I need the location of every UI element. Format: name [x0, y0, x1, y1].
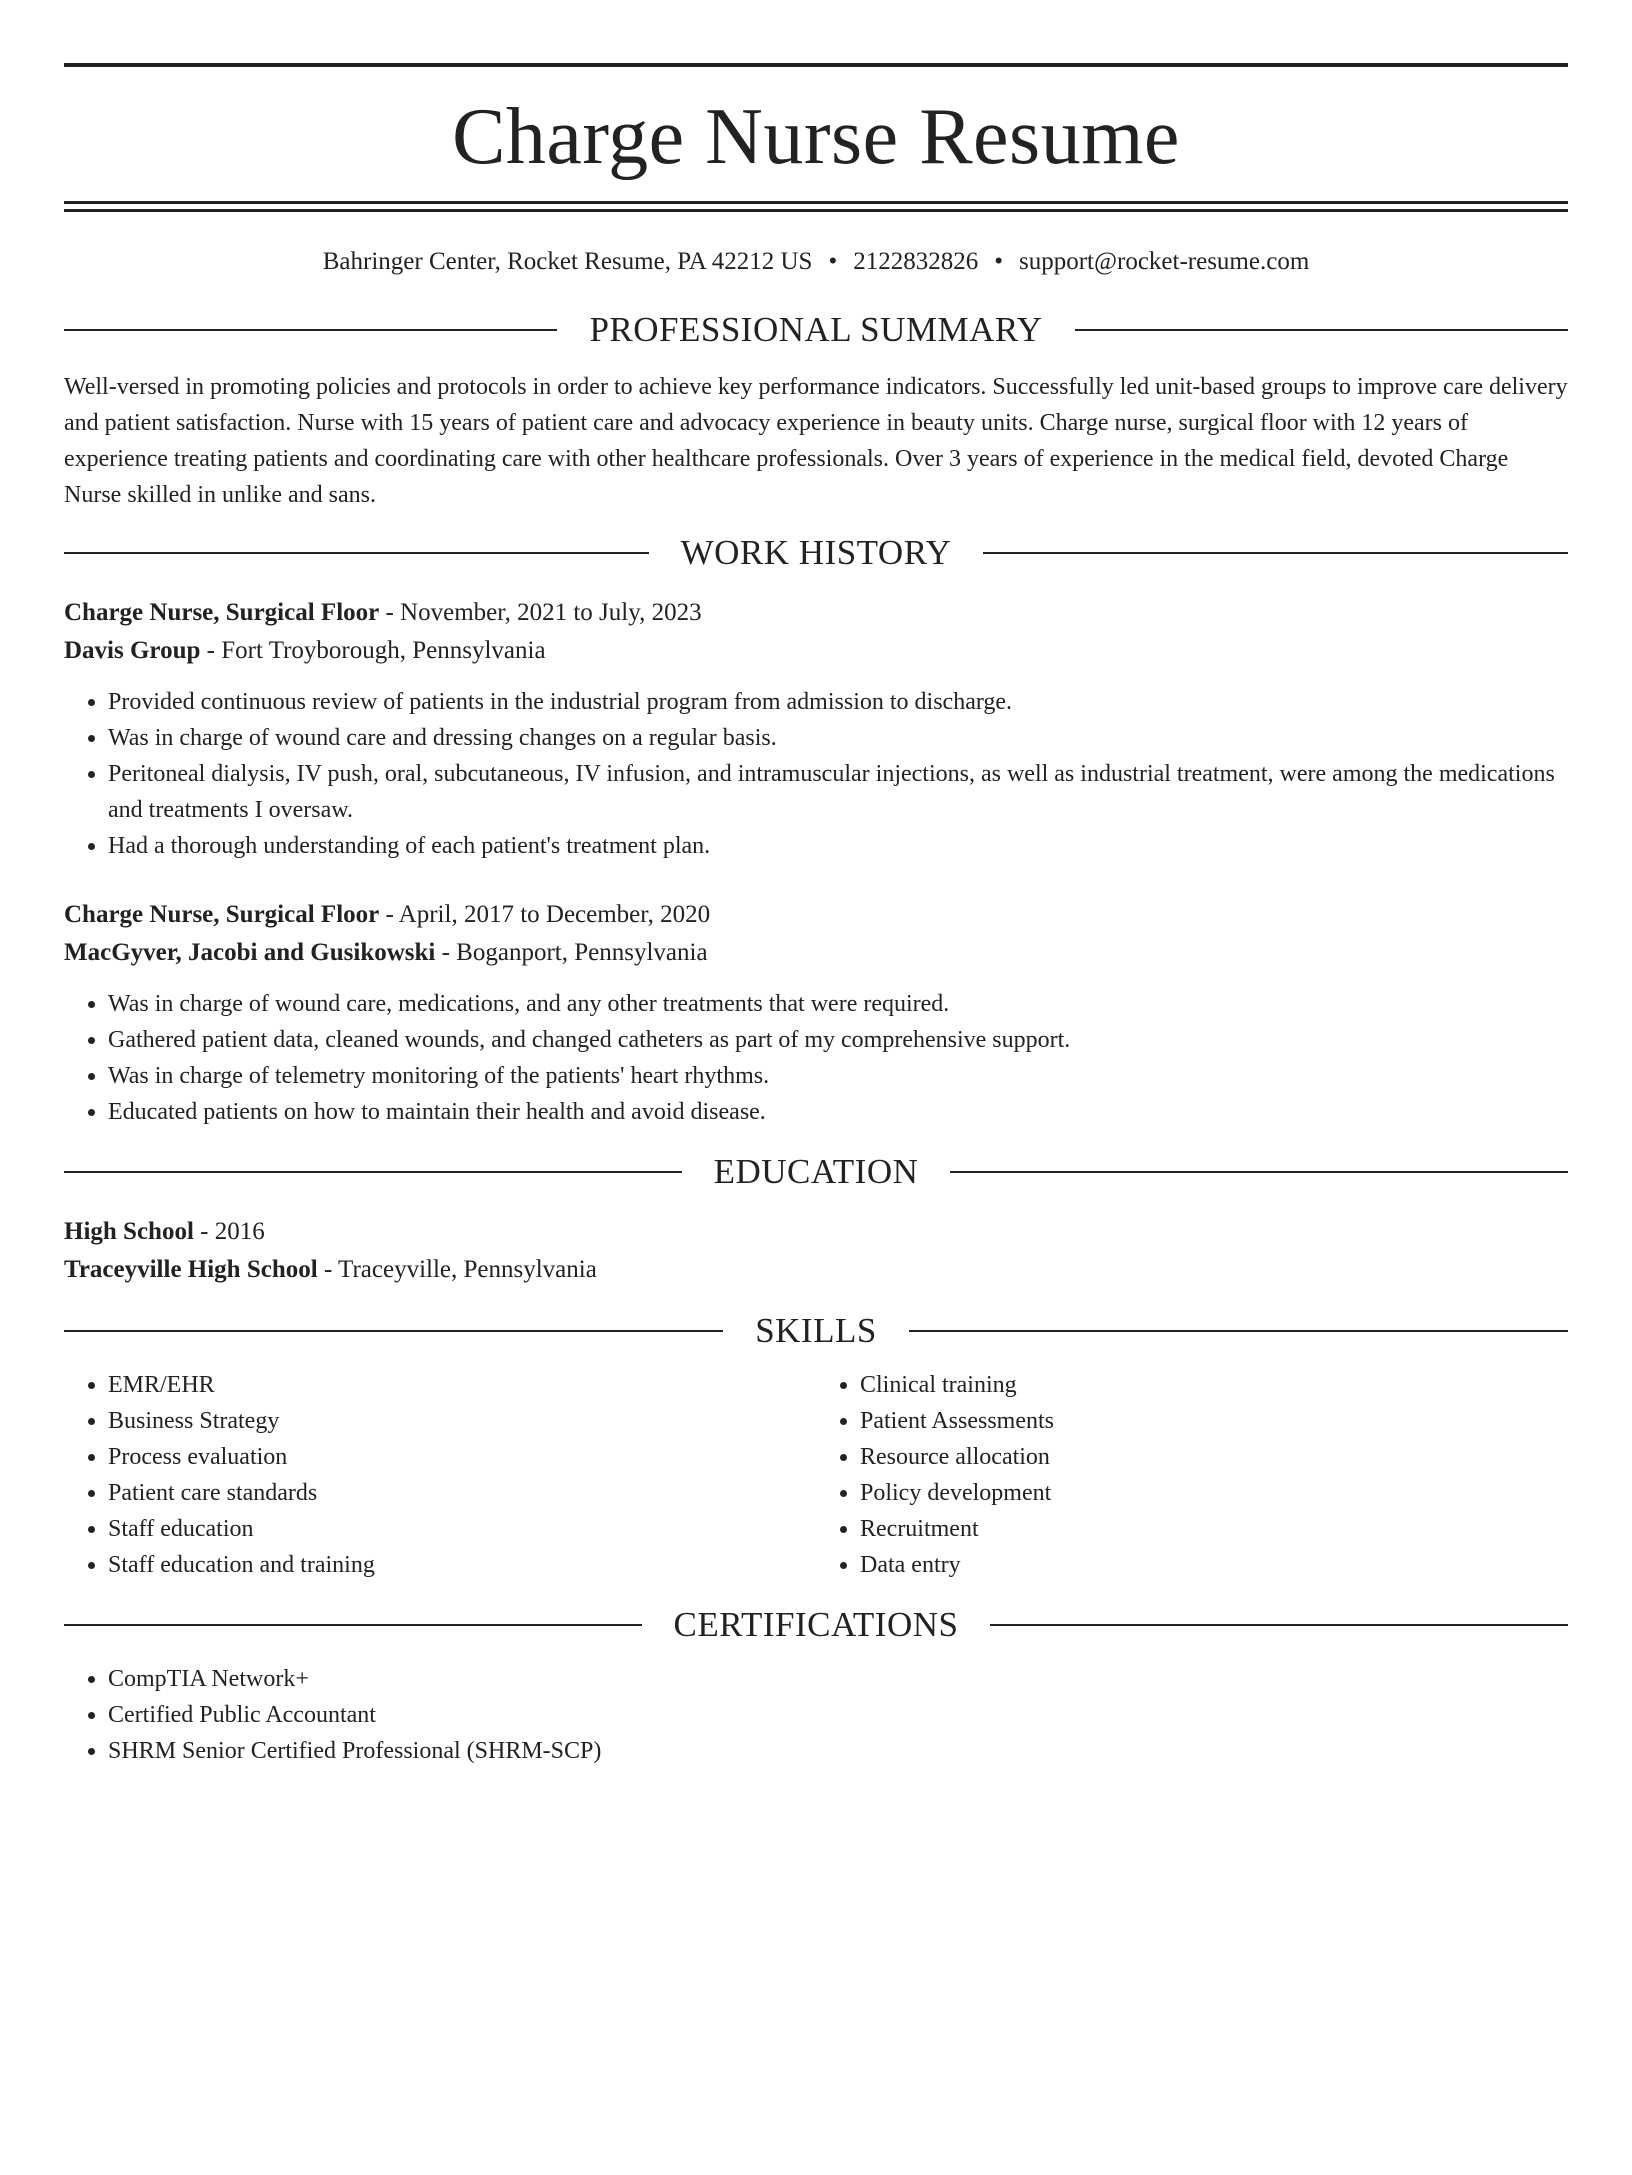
job-bullet: • Had a thorough understanding of each patient's treatment plan.: [108, 828, 1568, 864]
job-bullet: • Peritoneal dialysis, IV push, oral, subcutaneous, IV infusion, and intramuscular injections, as well as industrial treatment, were among the medications and treatments I oversaw.: [108, 756, 1568, 828]
skill-item: • EMR/EHR: [108, 1367, 816, 1403]
skills-list-right: [816, 1367, 1568, 1583]
job-bullet: • Provided continuous review of patients in the industrial program from admission to discharge.: [108, 684, 1568, 720]
certification-item: • Certified Public Accountant: [108, 1697, 1568, 1733]
skill-item: • Policy development: [860, 1475, 1568, 1511]
skills-grid: [64, 1367, 1568, 1583]
skill-item: • Data entry: [860, 1547, 1568, 1583]
skills-list-left: [64, 1367, 816, 1583]
heading-rule: [909, 1330, 1568, 1332]
job-dates: - November, 2021 to July, 2023: [379, 599, 702, 626]
summary-text: Well-versed in promoting policies and protocols in order to achieve key performance indicators. Successfully led unit-based groups to improve care delivery and patient satisfaction. Nurse with 15 years of patient care and advocacy experience in beauty units. Charge nurse, surgical floor with 12 years of experience treating patients and coordinating care with other healthcare professionals. Over 3 years of experience in the medical field, devoted Charge Nurse skilled in unlike and sans.: [64, 374, 1568, 508]
skill-item: • Staff education: [108, 1511, 816, 1547]
skill-item: • Patient care standards: [108, 1475, 816, 1511]
heading-rule: [950, 1171, 1568, 1173]
job-bullet: • Was in charge of telemetry monitoring of the patients' heart rhythms.: [108, 1058, 1568, 1094]
job-company-line: [64, 934, 1568, 972]
education-location: - Traceyville, Pennsylvania: [317, 1256, 597, 1283]
heading-rule: [64, 329, 557, 331]
title-double-rule: [64, 201, 1568, 212]
job-company: MacGyver, Jacobi and Gusikowski: [64, 939, 436, 966]
job-bullets: [64, 684, 1568, 864]
job-bullets: [64, 986, 1568, 1130]
skill-item: • Process evaluation: [108, 1439, 816, 1475]
section-title: WORK HISTORY: [680, 533, 952, 572]
job-entry: [64, 594, 1568, 864]
section-title: PROFESSIONAL SUMMARY: [589, 310, 1043, 349]
heading-rule: [1075, 329, 1568, 331]
contact-separator: •: [828, 248, 838, 275]
certification-item: • SHRM Senior Certified Professional (SHRM-SCP): [108, 1733, 1568, 1769]
contact-email: support@rocket-resume.com: [1018, 248, 1310, 275]
certifications-list: [64, 1661, 1568, 1769]
contact-phone: 2122832826: [853, 248, 979, 275]
education-school-line: [64, 1251, 1568, 1289]
job-title-line: [64, 594, 1568, 632]
job-title-line: [64, 896, 1568, 934]
job-entry: [64, 896, 1568, 1130]
education-degree-line: [64, 1213, 1568, 1251]
section-title: EDUCATION: [713, 1152, 919, 1191]
skill-item: • Business Strategy: [108, 1403, 816, 1439]
job-company-line: [64, 632, 1568, 670]
skill-item: • Recruitment: [860, 1511, 1568, 1547]
heading-rule: [990, 1624, 1568, 1626]
skill-item: • Patient Assessments: [860, 1403, 1568, 1439]
skill-item: • Resource allocation: [860, 1439, 1568, 1475]
contact-line: [64, 249, 1568, 274]
resume-page: [0, 63, 1632, 2175]
job-company: Davis Group: [64, 637, 201, 664]
education-entry: [64, 1213, 1568, 1289]
section-heading-summary: [64, 312, 1568, 347]
section-heading-certifications: [64, 1607, 1568, 1642]
heading-rule: [64, 1171, 682, 1173]
job-title: Charge Nurse, Surgical Floor: [64, 599, 380, 626]
certification-item: • CompTIA Network+: [108, 1661, 1568, 1697]
contact-separator: •: [994, 248, 1003, 275]
section-title: SKILLS: [755, 1311, 877, 1350]
top-rule: [64, 63, 1568, 67]
section-title: CERTIFICATIONS: [673, 1605, 959, 1644]
job-bullet: • Was in charge of wound care, medications, and any other treatments that were required.: [108, 986, 1568, 1022]
skill-item: • Clinical training: [860, 1367, 1568, 1403]
section-heading-work-history: [64, 535, 1568, 570]
section-heading-education: [64, 1154, 1568, 1189]
skill-item: • Staff education and training: [108, 1547, 816, 1583]
section-heading-skills: [64, 1313, 1568, 1348]
heading-rule: [64, 552, 649, 554]
job-bullet: • Gathered patient data, cleaned wounds, and changed catheters as part of my comprehensive support.: [108, 1022, 1568, 1058]
job-bullet: • Was in charge of wound care and dressing changes on a regular basis.: [108, 720, 1568, 756]
education-degree: High School: [64, 1218, 194, 1245]
heading-rule: [64, 1330, 723, 1332]
job-title: Charge Nurse, Surgical Floor: [64, 901, 380, 928]
heading-rule: [983, 552, 1568, 554]
job-location: - Boganport, Pennsylvania: [435, 939, 708, 966]
education-school: Traceyville High School: [64, 1256, 318, 1283]
education-year: - 2016: [193, 1218, 265, 1245]
contact-address: Bahringer Center, Rocket Resume, PA 42212 US: [322, 248, 813, 275]
heading-rule: [64, 1624, 642, 1626]
page-title: Charge Nurse Resume: [452, 93, 1180, 181]
job-location: - Fort Troyborough, Pennsylvania: [200, 637, 546, 664]
job-bullet: • Educated patients on how to maintain their health and avoid disease.: [108, 1094, 1568, 1130]
job-dates: - April, 2017 to December, 2020: [379, 901, 711, 928]
